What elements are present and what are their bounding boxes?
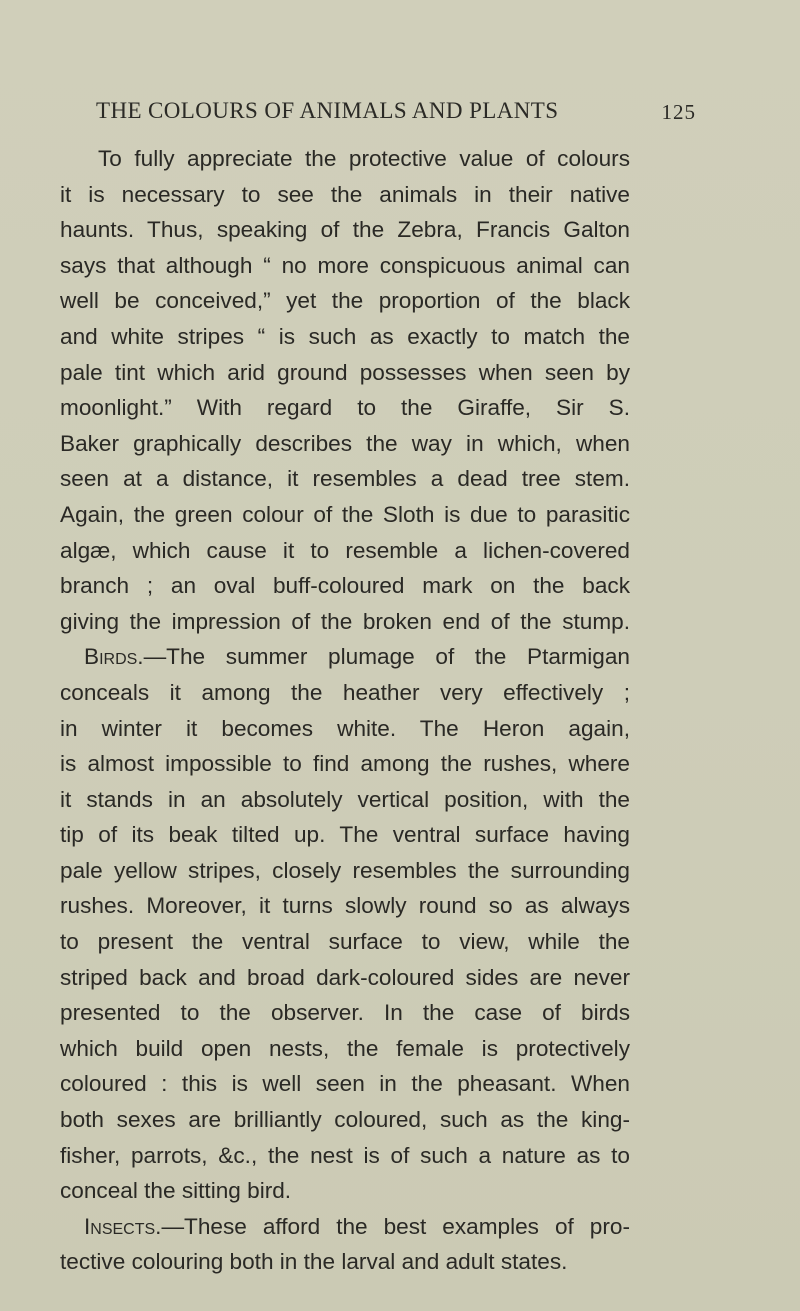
text-line: says that although “ no more conspicuous animal can [60,252,630,278]
text-line: in winter it becomes white. The Heron again, [60,715,630,741]
text-line: to present the ventral surface to view, while the [60,929,630,955]
text-line: it is necessary to see the animals in their native [60,181,630,207]
text-line: fisher, parrots, &c., the nest is of such a nature as to [60,1142,630,1168]
text-line: which build open nests, the female is protectively [60,1035,630,1061]
text-line: tip of its beak tilted up. The ventral surface having [60,822,630,848]
text-line: it stands in an absolutely vertical position, with the [60,786,630,812]
text-line: conceals it among the heather very effectively ; [60,679,630,705]
text-line: Baker graphically describes the way in which, when [60,430,630,456]
text-line: seen at a distance, it resembles a dead tree stem. [60,466,630,492]
text-run: —These afford the best examples of pro- [161,1213,630,1239]
text-line: To fully appreciate the protective value of colours [98,146,630,171]
body-text [60,141,630,1280]
text-line: branch ; an oval buff-coloured mark on the back [60,573,630,599]
text-line: Again, the green colour of the Sloth is due to parasitic [60,501,630,527]
text-line: is almost impossible to find among the rushes, where [60,751,630,777]
text-line: pale yellow stripes, closely resembles the surrounding [60,857,630,883]
text-line [60,639,630,675]
text-line [60,1209,630,1245]
text-line: haunts. Thus, speaking of the Zebra, Francis Galton [60,217,630,243]
section-heading-birds: Birds. [84,644,144,670]
text-line: well be conceived,” yet the proportion of the black [60,288,630,314]
text-line: rushes. Moreover, it turns slowly round so as always [60,893,630,919]
page-header [96,98,696,132]
page-number: 125 [661,100,696,124]
text-line: giving the impression of the broken end of the stump. [60,608,630,634]
text-line: and white stripes “ is such as exactly to match the [60,323,630,349]
running-title: THE COLOURS OF ANIMALS AND PLANTS [96,98,559,123]
section-heading-insects: Insects. [84,1213,162,1239]
text-line: pale tint which arid ground possesses when seen by [60,359,630,385]
text-line: algæ, which cause it to resemble a lichen-covered [60,537,630,563]
text-line: coloured : this is well seen in the pheasant. When [60,1071,630,1097]
text-line: tective colouring both in the larval and adult states. [60,1249,568,1275]
text-line: presented to the observer. In the case of birds [60,1000,630,1026]
text-line: moonlight.” With regard to the Giraffe, Sir S. [60,395,630,421]
text-line: both sexes are brilliantly coloured, such as the king- [60,1107,630,1133]
text-line: striped back and broad dark-coloured sides are never [60,964,630,990]
text-run: —The summer plumage of the Ptarmigan [143,644,630,670]
text-line: conceal the sitting bird. [60,1178,292,1204]
